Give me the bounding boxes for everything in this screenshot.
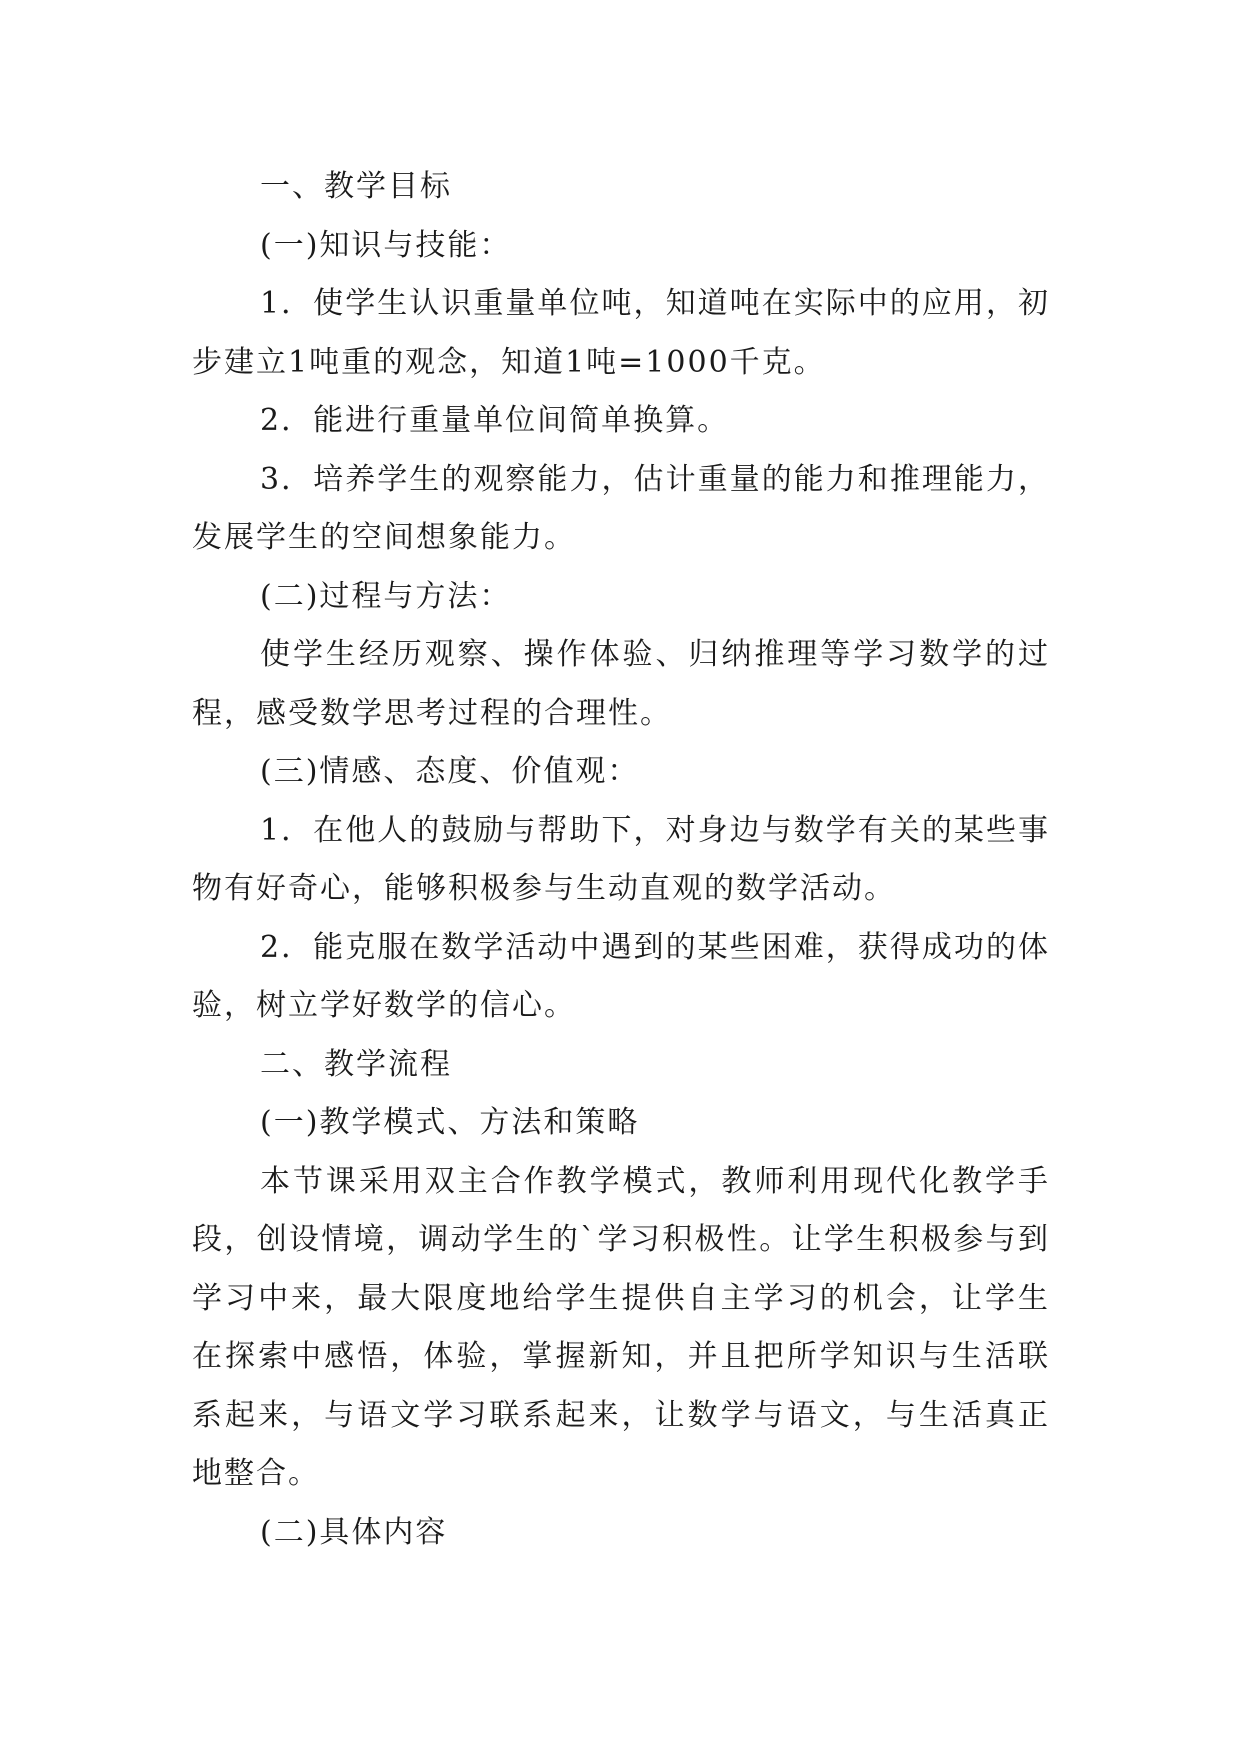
paragraph-emotion-1: 1．在他人的鼓励与帮助下，对身边与数学有关的某些事物有好奇心，能够积极参与生动直观的数学活动。 <box>192 812 1050 906</box>
document-body <box>192 158 1050 1562</box>
subheading-emotion-values: (三)情感、态度、价值观： <box>260 754 640 789</box>
subheading-knowledge-skills: (一)知识与技能： <box>260 227 512 263</box>
paragraph-goal-1: 1．使学生认识重量单位吨，知道吨在实际中的应用，初步建立1吨重的观念，知道1吨=1000千克。 <box>192 286 1050 380</box>
paragraph-emotion-2: 2．能克服在数学活动中遇到的某些困难，获得成功的体验，树立学好数学的信心。 <box>192 929 1050 1023</box>
paragraph-goal-2: 2．能进行重量单位间简单换算。 <box>260 403 730 438</box>
subheading-mode-methods: (一)教学模式、方法和策略 <box>260 1105 640 1140</box>
section-heading-teaching-flow: 二、教学流程 <box>260 1046 452 1082</box>
subheading-process-methods: (二)过程与方法： <box>260 578 512 614</box>
subheading-specific-content: (二)具体内容 <box>260 1514 448 1550</box>
paragraph-goal-3: 3．培养学生的观察能力，估计重量的能力和推理能力，发展学生的空间想象能力。 <box>192 461 1050 555</box>
paragraph-process: 使学生经历观察、操作体验、归纳推理等学习数学的过程，感受数学思考过程的合理性。 <box>192 637 1050 731</box>
paragraph-mode-description: 本节课采用双主合作教学模式，教师利用现代化教学手段，创设情境，调动学生的`学习积极性。让学生积极参与到学习中来，最大限度地给学生提供自主学习的机会，让学生在探索中感悟，体验，掌握新知，并且把所学知识与生活联系起来，与语文学习联系起来，让数学与语文，与生活真正地整合。 <box>192 1163 1050 1491</box>
section-heading-teaching-goals: 一、教学目标 <box>260 169 452 204</box>
